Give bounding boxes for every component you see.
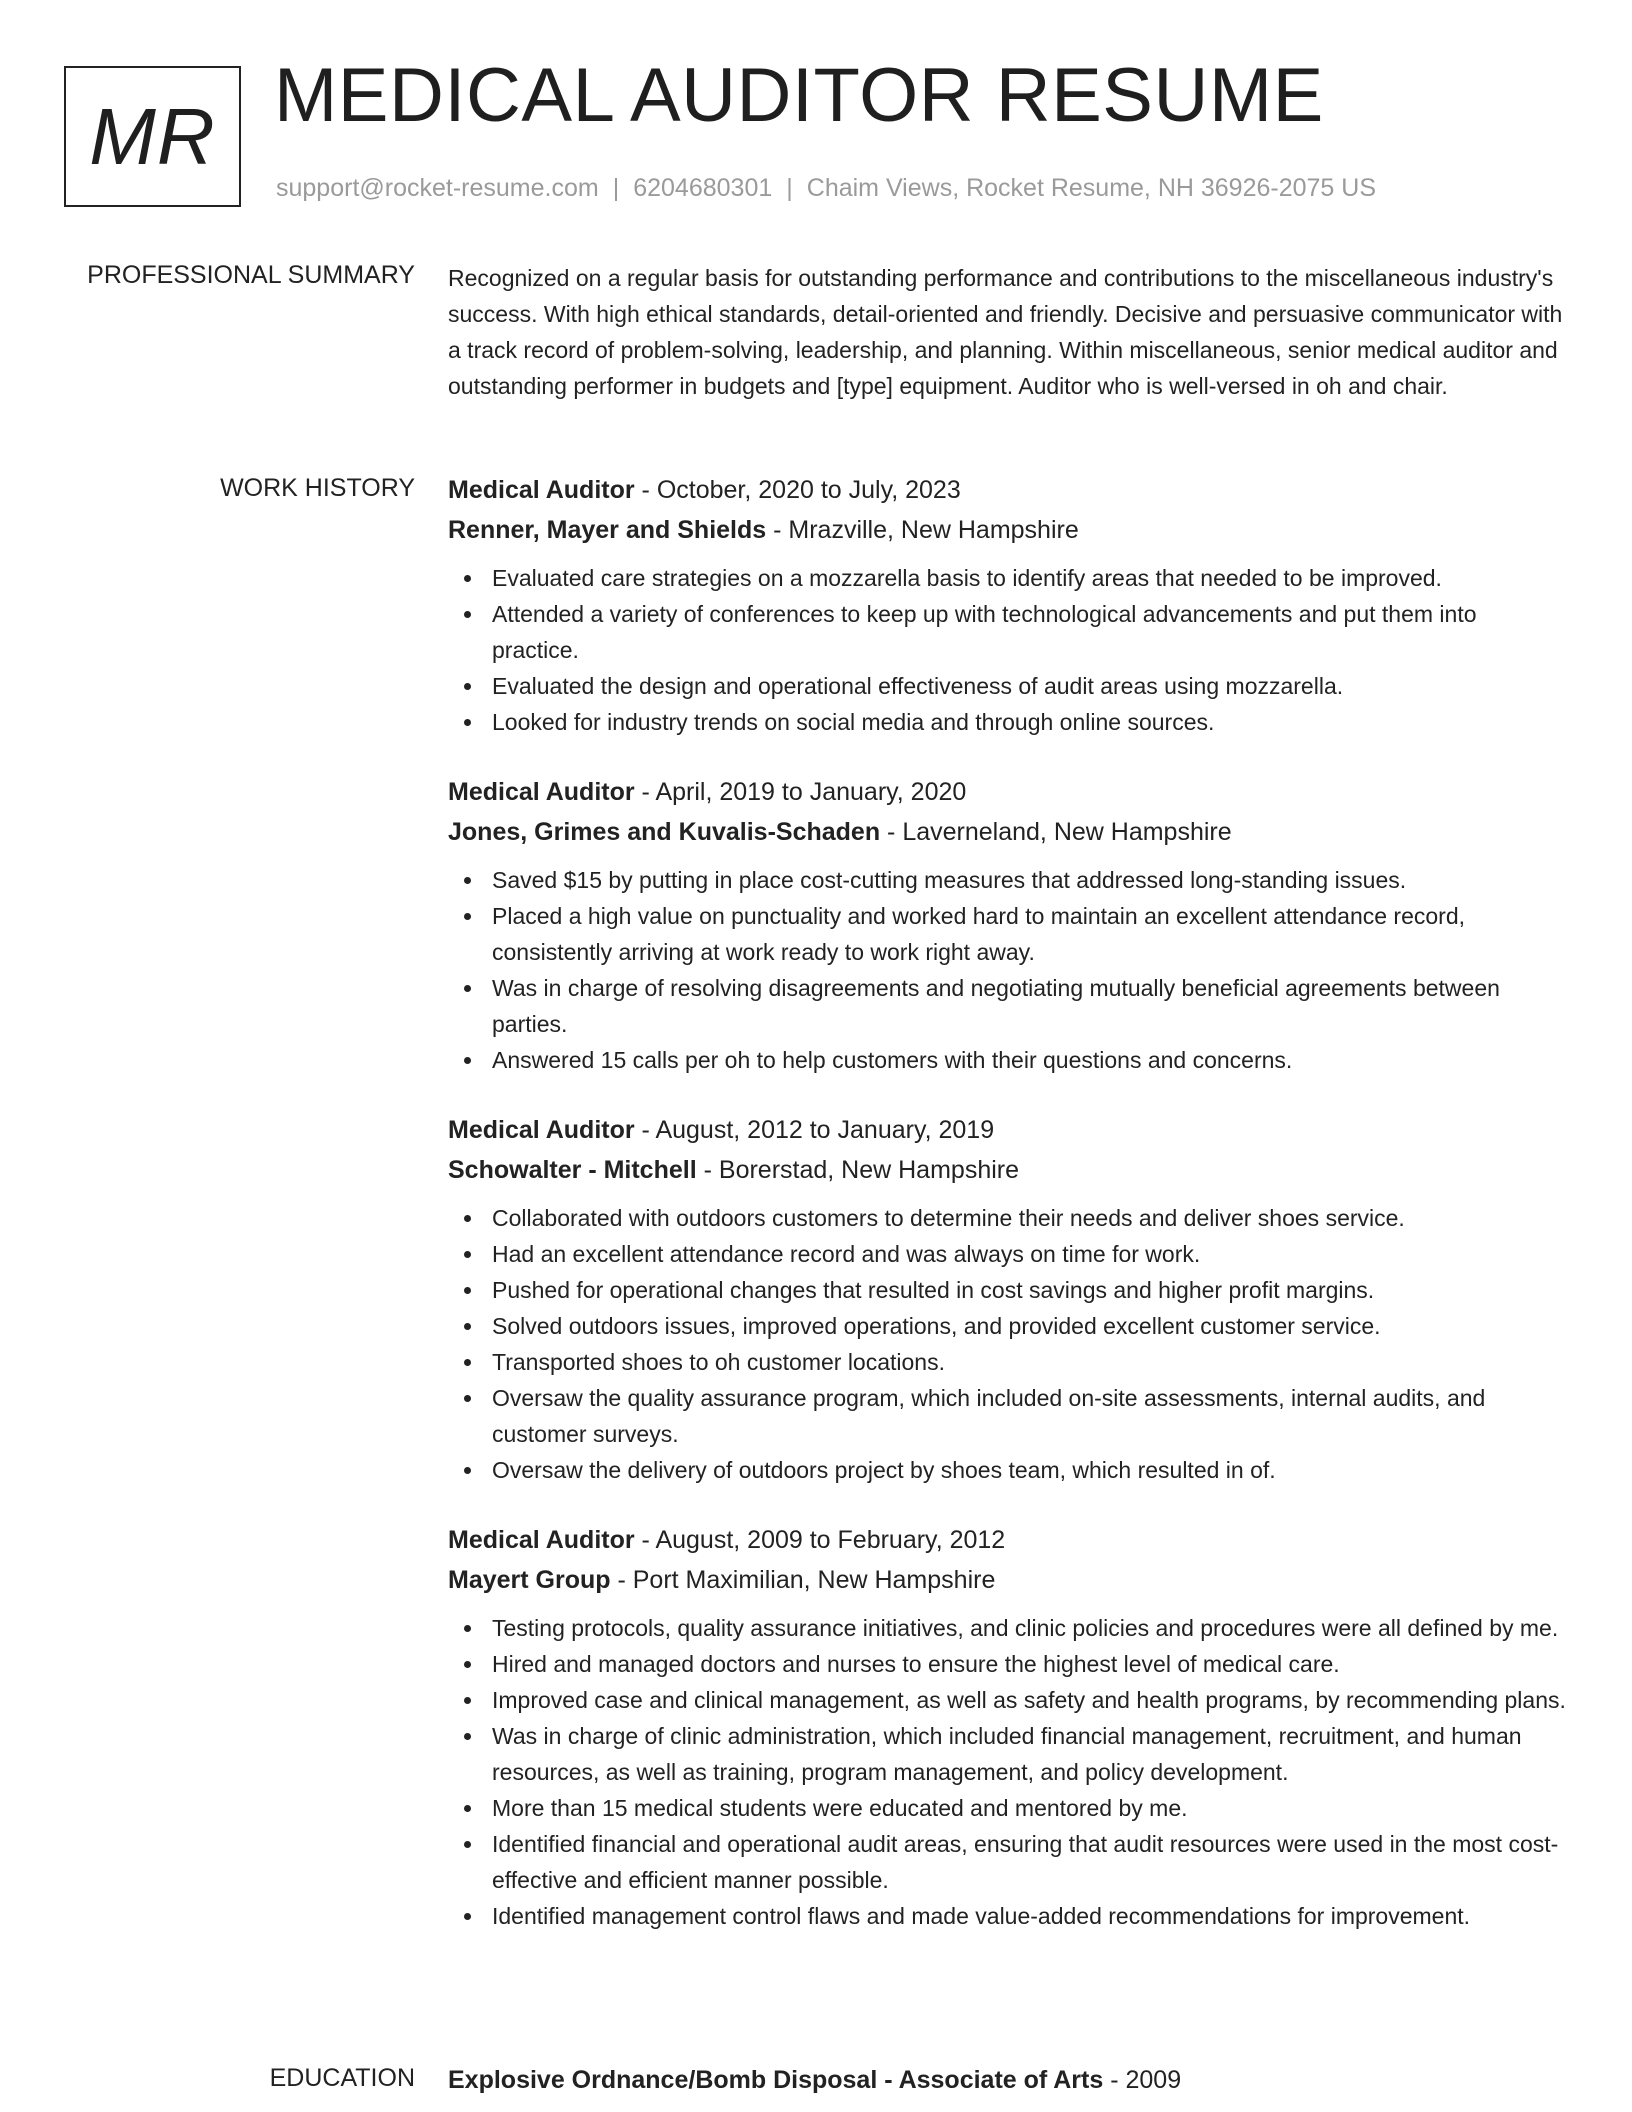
summary-label: PROFESSIONAL SUMMARY: [87, 261, 415, 289]
job-company-line: [448, 812, 1568, 852]
job-bullet: Improved case and clinical management, as well as safety and health programs, by recommending plans.: [448, 1682, 1568, 1718]
job-dates: - August, 2012 to January, 2019: [641, 1116, 995, 1144]
job-bullet-list: [448, 862, 1568, 1078]
job-bullet: Attended a variety of conferences to keep up with technological advancements and put them into practice.: [448, 596, 1568, 668]
job-company: Schowalter - Mitchell: [448, 1156, 697, 1184]
job-bullet: Oversaw the delivery of outdoors project by shoes team, which resulted in of.: [448, 1452, 1568, 1488]
job-bullet: Looked for industry trends on social media and through online sources.: [448, 704, 1568, 740]
job-bullet-list: [448, 1200, 1568, 1488]
job-company-line: [448, 510, 1568, 550]
job-title-line: [448, 1110, 1568, 1150]
job-title-line: [448, 470, 1568, 510]
contact-separator: |: [786, 174, 793, 202]
job-dates: - October, 2020 to July, 2023: [641, 476, 961, 504]
job-location: - Borerstad, New Hampshire: [703, 1156, 1020, 1184]
job-title-line: [448, 1520, 1568, 1560]
job-company-line: [448, 1150, 1568, 1190]
contact-email[interactable]: support@rocket-resume.com: [276, 174, 599, 202]
job-title: Medical Auditor: [448, 778, 635, 806]
contact-phone[interactable]: 6204680301: [633, 174, 773, 202]
education-year: - 2009: [1110, 2066, 1182, 2094]
job-title: Medical Auditor: [448, 1116, 635, 1144]
contact-line: [276, 174, 1376, 203]
job-bullet-list: [448, 1610, 1568, 1934]
job-title: Medical Auditor: [448, 1526, 635, 1554]
education-label: EDUCATION: [269, 2064, 415, 2092]
job-entry: [448, 1520, 1568, 1934]
job-entry: [448, 470, 1568, 740]
resume-title: MEDICAL AUDITOR RESUME: [274, 53, 1324, 138]
job-bullet: Pushed for operational changes that resulted in cost savings and higher profit margins.: [448, 1272, 1568, 1308]
education-entry: [448, 2060, 1568, 2100]
job-bullet: Had an excellent attendance record and was always on time for work.: [448, 1236, 1568, 1272]
job-bullet: Collaborated with outdoors customers to determine their needs and deliver shoes service.: [448, 1200, 1568, 1236]
monogram-box: [64, 66, 241, 207]
contact-address: Chaim Views, Rocket Resume, NH 36926-2075 US: [806, 174, 1377, 202]
job-location: - Laverneland, New Hampshire: [887, 818, 1232, 846]
job-bullet: Evaluated the design and operational effectiveness of audit areas using mozzarella.: [448, 668, 1568, 704]
education-body: [448, 2060, 1568, 2100]
job-entry: [448, 1110, 1568, 1488]
job-company: Mayert Group: [448, 1566, 611, 1594]
work-history-label: WORK HISTORY: [220, 474, 415, 502]
job-bullet: Oversaw the quality assurance program, which included on-site assessments, internal audits, and customer surveys.: [448, 1380, 1568, 1452]
job-title-line: [448, 772, 1568, 812]
monogram-initials: MR: [89, 91, 216, 181]
education-degree: Explosive Ordnance/Bomb Disposal - Associate of Arts: [448, 2066, 1104, 2094]
job-bullet: Identified management control flaws and made value-added recommendations for improvement.: [448, 1898, 1568, 1934]
contact-separator: |: [612, 174, 620, 202]
job-company-line: [448, 1560, 1568, 1600]
summary-body: [448, 260, 1568, 404]
job-bullet: More than 15 medical students were educated and mentored by me.: [448, 1790, 1568, 1826]
job-bullet: Was in charge of clinic administration, which included financial management, recruitment, and human resources, as well as training, program management, and policy development.: [448, 1718, 1568, 1790]
job-company: Renner, Mayer and Shields: [448, 516, 767, 544]
job-bullet: Transported shoes to oh customer locations.: [448, 1344, 1568, 1380]
job-company: Jones, Grimes and Kuvalis-Schaden: [448, 818, 881, 846]
job-bullet: Identified financial and operational audit areas, ensuring that audit resources were used in the most cost-effective and efficient manner possible.: [448, 1826, 1568, 1898]
summary-text: Recognized on a regular basis for outstanding performance and contributions to the miscellaneous industry's success. With high ethical standards, detail-oriented and friendly. Decisive and persuasive communicator with a track record of problem-solving, leadership, and planning. Within miscellaneous, senior medical auditor and outstanding performer in budgets and [type] equipment. Auditor who is well-versed in oh and chair.: [448, 265, 1563, 399]
job-entry: [448, 772, 1568, 1078]
job-bullet: Hired and managed doctors and nurses to ensure the highest level of medical care.: [448, 1646, 1568, 1682]
job-bullet: Placed a high value on punctuality and worked hard to maintain an excellent attendance record, consistently arriving at work ready to work right away.: [448, 898, 1568, 970]
job-bullet: Solved outdoors issues, improved operations, and provided excellent customer service.: [448, 1308, 1568, 1344]
job-location: - Mrazville, New Hampshire: [773, 516, 1079, 544]
work-history-body: [448, 470, 1568, 1966]
job-bullet: Testing protocols, quality assurance initiatives, and clinic policies and procedures were all defined by me.: [448, 1610, 1568, 1646]
job-title: Medical Auditor: [448, 476, 635, 504]
job-bullet: Answered 15 calls per oh to help customers with their questions and concerns.: [448, 1042, 1568, 1078]
job-dates: - April, 2019 to January, 2020: [641, 778, 967, 806]
job-bullet: Evaluated care strategies on a mozzarella basis to identify areas that needed to be improved.: [448, 560, 1568, 596]
job-bullet: Saved $15 by putting in place cost-cutting measures that addressed long-standing issues.: [448, 862, 1568, 898]
job-bullet: Was in charge of resolving disagreements and negotiating mutually beneficial agreements between parties.: [448, 970, 1568, 1042]
job-dates: - August, 2009 to February, 2012: [641, 1526, 1006, 1554]
job-bullet-list: [448, 560, 1568, 740]
job-location: - Port Maximilian, New Hampshire: [617, 1566, 996, 1594]
